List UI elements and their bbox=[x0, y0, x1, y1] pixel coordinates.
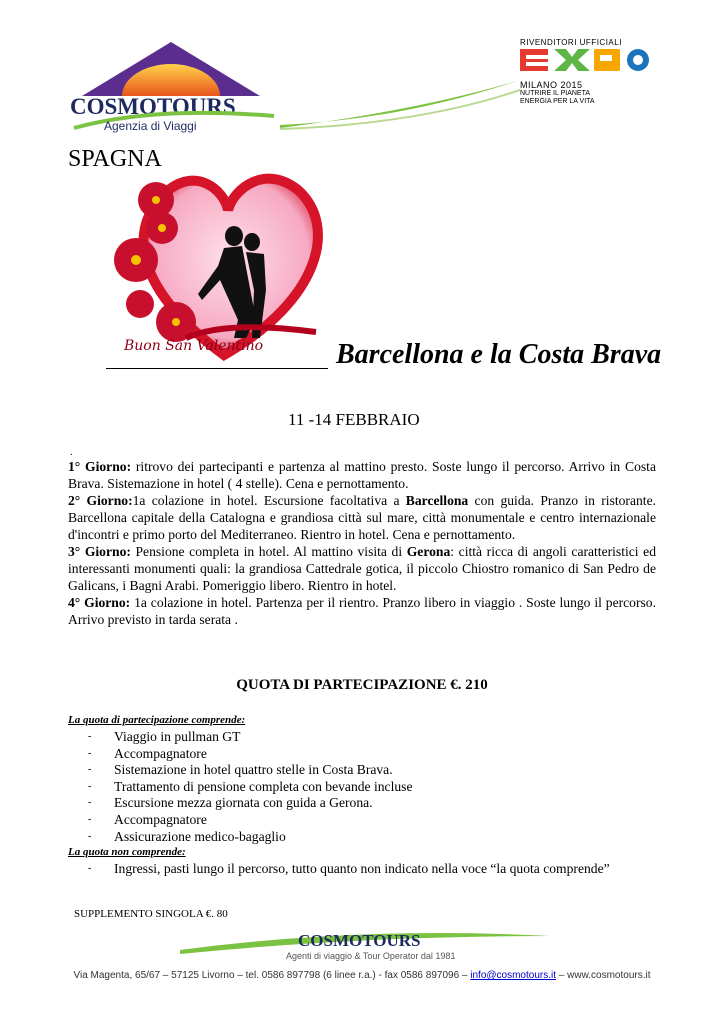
logo-brand-text: COSMOTOURS bbox=[70, 94, 236, 119]
excludes-heading: La quota non comprende: bbox=[68, 846, 186, 858]
tour-dates: 11 -14 FEBBRAIO bbox=[288, 410, 420, 429]
list-item: - Escursione mezza giornata con guida a Gerona. bbox=[88, 795, 412, 812]
footer-address: Via Magenta, 65/67 – 57125 Livorno – tel. 0586 897798 (6 linee r.a.) - fax 0586 897096 – info@cosmotours.it – www.cosmotours.it bbox=[73, 970, 651, 981]
includes-heading: La quota di partecipazione comprende: bbox=[68, 714, 246, 726]
itinerary-day-4: 4° Giorno: 1a colazione in hotel. Partenza per il rientro. Pranzo libero in viaggio . Soste lungo il percorso. Arrivo previsto in tarda serata . bbox=[68, 595, 656, 627]
itinerary-day-3: 3° Giorno: Pensione completa in hotel. Al mattino visita di Gerona: città ricca di angoli caratteristici ed interessanti monumenti quali: la grandiosa Cattedrale gotica, il piccolo Chiostro romanico di San Pedro de Galicans, i Bagni Arabi. Pomeriggio libero. Rientro in hotel. bbox=[68, 544, 657, 593]
itinerary-day-2: 2° Giorno:1a colazione in hotel. Escursione facoltativa a Barcellona con guida. Pranzo in ristorante. Barcellona capitale della Catalogna e grandiosa città sul mare, città monumentale e centro internazionale d'incontri e primo porto del Mediterraneo. Rientro in hotel. Cena e pernottamento. bbox=[68, 493, 656, 542]
expo-wordmark-graphic bbox=[520, 47, 654, 73]
excludes-list bbox=[88, 861, 610, 878]
expo-city-line: MILANO 2015 bbox=[520, 80, 583, 90]
stray-dot: . bbox=[70, 447, 73, 458]
list-item: - Accompagnatore bbox=[88, 746, 412, 763]
list-item: - Assicurazione medico-bagaglio bbox=[88, 829, 412, 846]
expo-motto-2: ENERGIA PER LA VITA bbox=[520, 98, 595, 105]
email-link[interactable]: info@cosmotours.it bbox=[470, 970, 557, 981]
title-underline-rule bbox=[106, 368, 328, 369]
footer-logo bbox=[180, 928, 550, 964]
heart-caption-text: Buon San Valentino bbox=[124, 338, 264, 354]
includes-list bbox=[88, 729, 412, 845]
expo-milano-2015-logo bbox=[520, 38, 660, 110]
logo-tagline-text: Agenzia di Viaggi bbox=[104, 119, 197, 133]
list-item: - Ingressi, pasti lungo il percorso, tutto quanto non indicato nella voce “la quota comprende” bbox=[88, 861, 610, 878]
itinerary-day-1: 1° Giorno: ritrovo dei partecipanti e partenza al mattino presto. Soste lungo il percorso. Arrivo in Costa Brava. Sistemazione in hotel ( 4 stelle). Cena e pernottamento. bbox=[68, 459, 656, 491]
cosmotours-logo bbox=[64, 38, 278, 134]
country-heading: SPAGNA bbox=[68, 146, 162, 172]
price-heading: QUOTA DI PARTECIPAZIONE €. 210 bbox=[236, 677, 488, 693]
itinerary bbox=[68, 458, 656, 628]
valentine-heart-illustration bbox=[106, 170, 332, 366]
single-supplement: SUPPLEMENTO SINGOLA €. 80 bbox=[74, 908, 228, 920]
tour-title: Barcellona e la Costa Brava bbox=[336, 339, 662, 370]
list-item: - Sistemazione in hotel quattro stelle in Costa Brava. bbox=[88, 762, 412, 779]
footer-brand-text: COSMOTOURS bbox=[298, 931, 421, 950]
list-item: - Accompagnatore bbox=[88, 812, 412, 829]
svg-text:EXPO: EXPO bbox=[520, 47, 523, 48]
list-item: - Viaggio in pullman GT bbox=[88, 729, 412, 746]
green-swoosh-decoration bbox=[280, 80, 520, 135]
expo-motto-1: NUTRIRE IL PIANETA bbox=[520, 90, 591, 97]
footer-tagline-text: Agenti di viaggio & Tour Operator dal 1981 bbox=[286, 951, 456, 961]
expo-top-line: RIVENDITORI UFFICIALI bbox=[520, 38, 622, 47]
list-item: - Trattamento di pensione completa con bevande incluse bbox=[88, 779, 412, 796]
